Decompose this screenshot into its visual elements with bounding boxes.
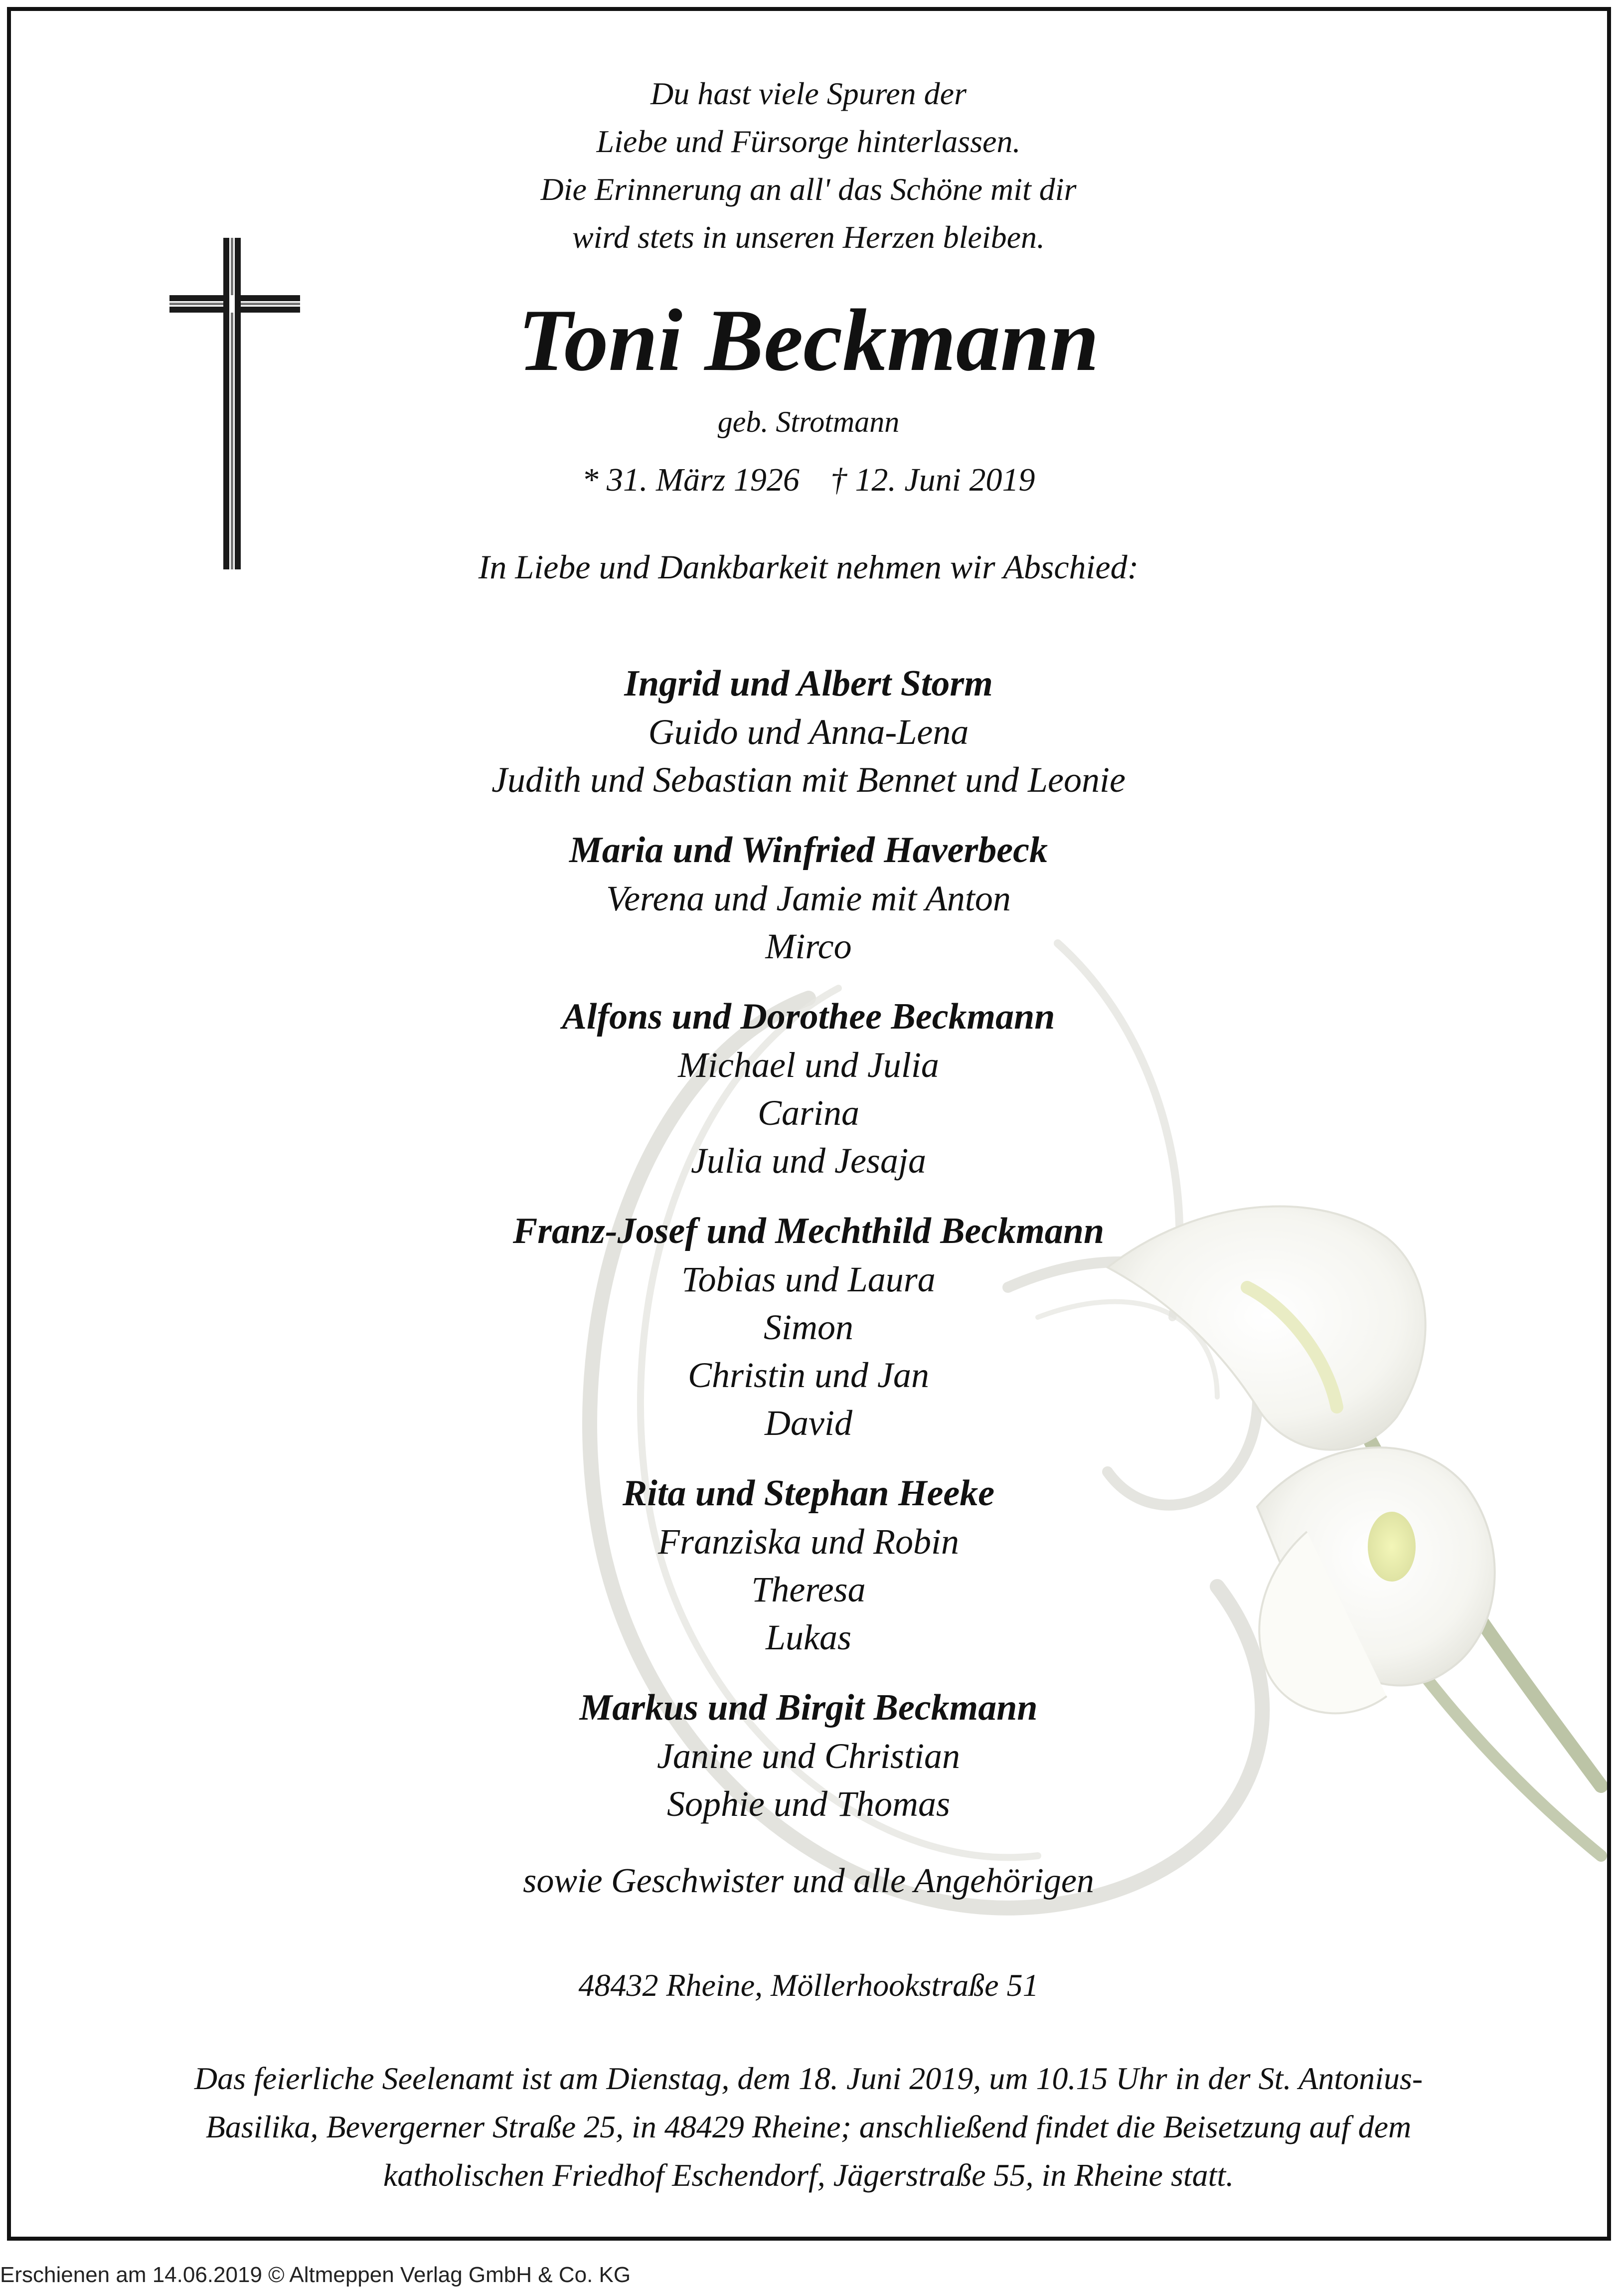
family-member: Lukas [765,1617,852,1657]
family-head: Ingrid und Albert Storm [624,663,993,704]
motto [61,70,1556,261]
family-member: Judith und Sebastian mit Bennet und Leonie [491,760,1126,800]
family-head: Alfons und Dorothee Beckmann [562,996,1055,1037]
service-line: Basilika, Bevergerner Straße 25, in 48429 Rheine; anschließend findet die Beisetzung auf dem [205,2109,1412,2144]
family-group [61,1683,1556,1828]
family-member: Julia und Jesaja [691,1141,926,1181]
motto-line: Liebe und Fürsorge hinterlassen. [596,124,1021,159]
family-member: Mirco [765,926,852,966]
family-head: Markus und Birgit Beckmann [579,1687,1038,1728]
publication-footer: Erschienen am 14.06.2019 © Altmeppen Verlag GmbH & Co. KG [0,2263,631,2287]
death-date: † 12. Juni 2019 [830,462,1035,498]
family-group [61,659,1556,804]
life-dates [61,458,1556,503]
service-line: Das feierliche Seelenamt ist am Dienstag, dem 18. Juni 2019, um 10.15 Uhr in der St. Antonius- [194,2061,1423,2096]
family-head: Maria und Winfried Haverbeck [569,830,1048,871]
service-notice [41,2054,1576,2199]
family-member: Franziska und Robin [658,1522,959,1562]
family-head: Franz-Josef und Mechthild Beckmann [512,1211,1105,1251]
family-member: Guido und Anna-Lena [648,712,969,752]
family-member: Verena und Jamie mit Anton [606,879,1011,918]
family-member: Janine und Christian [657,1736,960,1776]
family-member: Simon [764,1307,853,1347]
deceased-name: Toni Beckmann [518,291,1099,389]
service-line: katholischen Friedhof Eschendorf, Jägerstraße 55, in Rheine statt. [383,2157,1234,2193]
family-group [61,1469,1556,1661]
family-member: Tobias und Laura [681,1259,936,1299]
family-member: Sophie und Thomas [666,1784,951,1824]
motto-line: wird stets in unseren Herzen bleiben. [572,219,1045,255]
family-group [61,992,1556,1185]
family-head: Rita und Stephan Heeke [622,1473,995,1514]
motto-line: Die Erinnerung an all' das Schöne mit dir [540,172,1077,207]
family-member: Christin und Jan [687,1355,930,1395]
family-member: Carina [757,1093,860,1133]
family-member: David [765,1403,852,1443]
obituary-card [7,7,1611,2241]
farewell-intro: In Liebe und Dankbarkeit nehmen wir Abschied: [478,548,1139,586]
family-group [61,1207,1556,1447]
mourners-list [61,659,1556,1828]
birth-date: * 31. März 1926 [582,462,800,498]
motto-line: Du hast viele Spuren der [650,76,967,111]
family-member: Michael und Julia [678,1045,939,1085]
family-member: Theresa [751,1570,866,1609]
mourning-address: 48432 Rheine, Möllerhookstraße 51 [578,1967,1039,2003]
birth-name: geb. Strotmann [717,405,900,438]
closing-line: sowie Geschwister und alle Angehörigen [523,1862,1094,1900]
family-group [61,826,1556,970]
